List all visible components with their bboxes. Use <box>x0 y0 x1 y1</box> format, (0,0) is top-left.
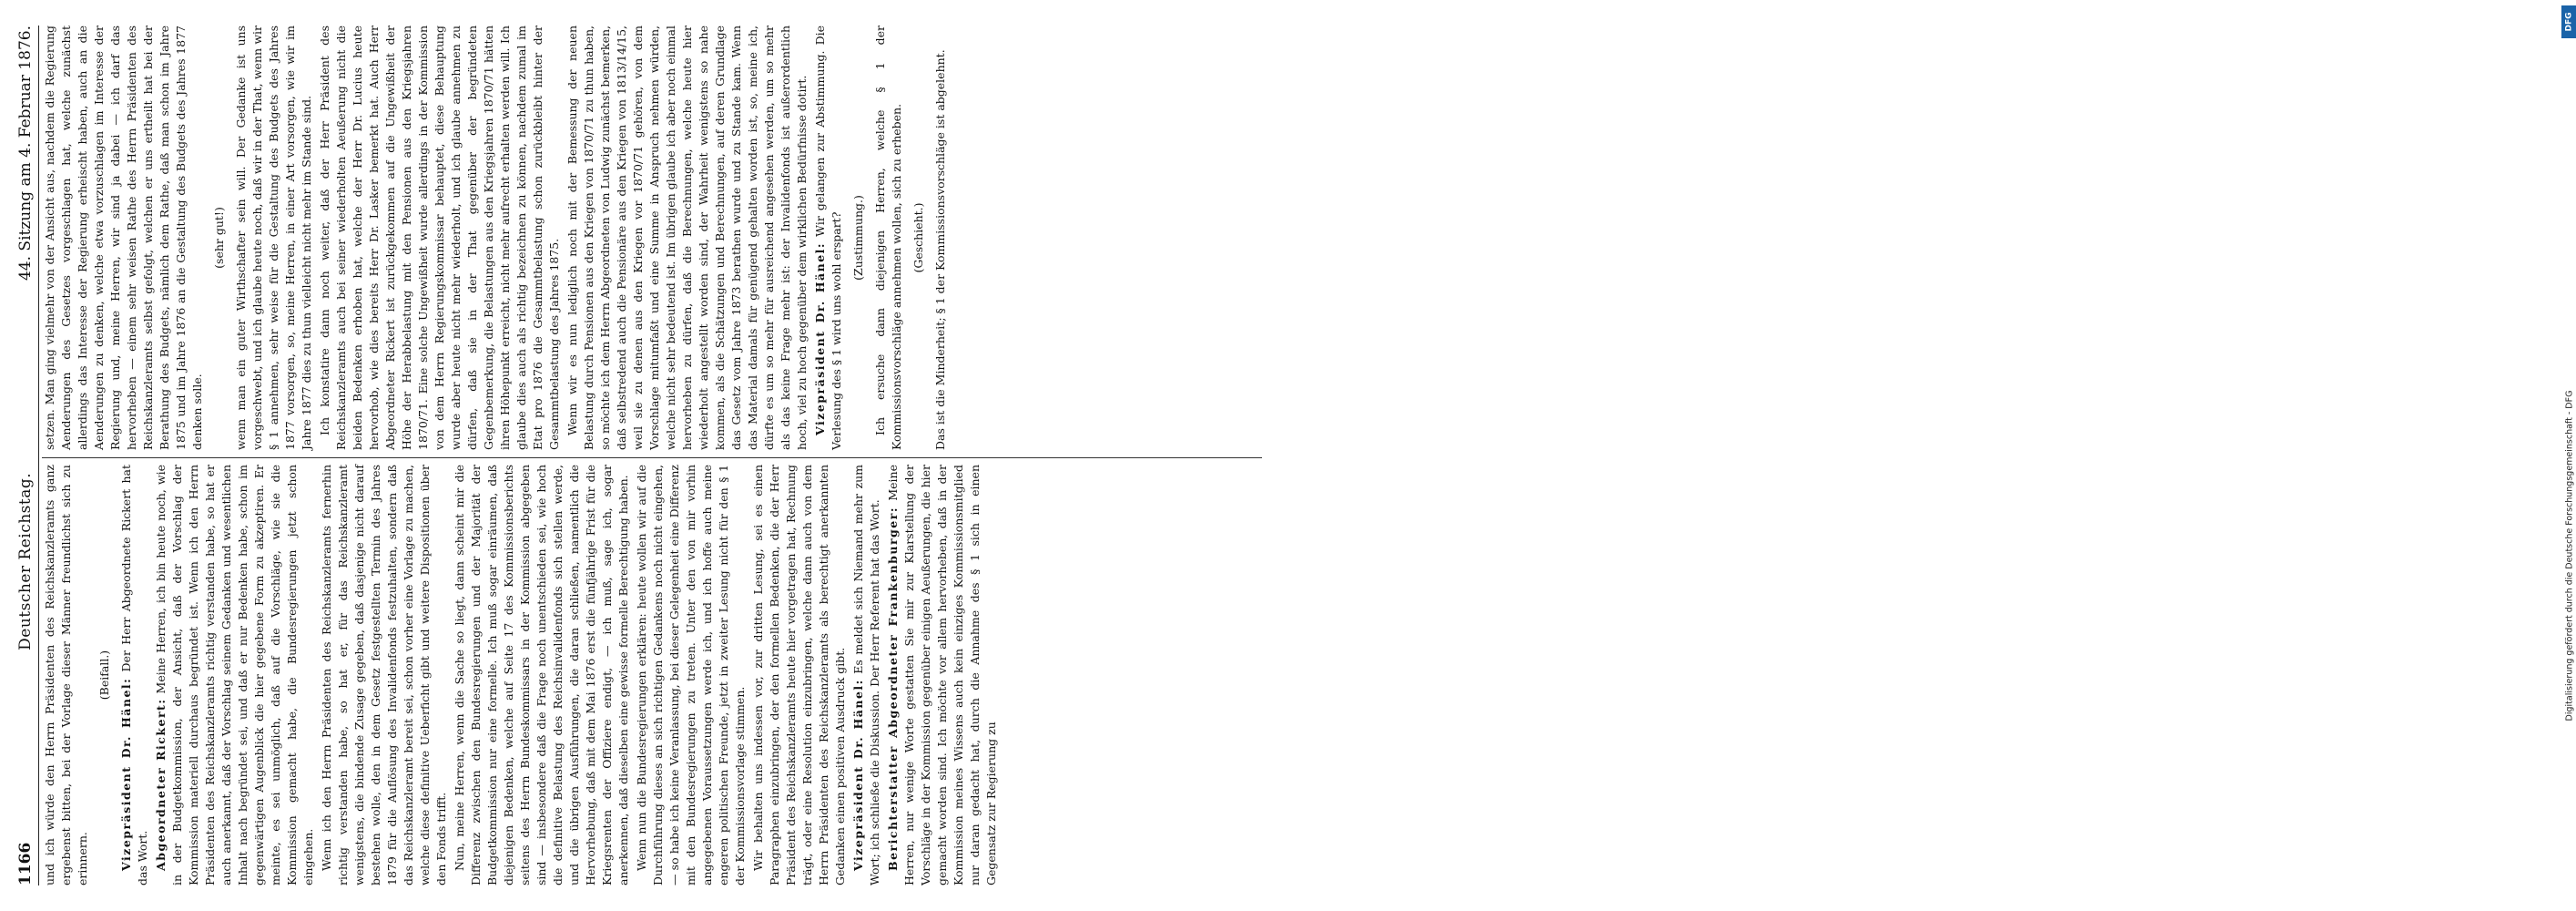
paragraph <box>233 26 315 450</box>
paragraph <box>118 465 151 885</box>
paragraph-text: Ich ersuche dann diejenigen Herren, welche § 1 der Kommissionsvorschläge annehmen wollen, sich zu erheben. <box>873 26 903 450</box>
stage-direction: (Beifall.) <box>97 650 111 701</box>
paragraph-text: Nun, meine Herren, wenn die Sache so liegt, dann scheint mir die Differenz zwischen den Bundesregierungen und der Majorität der Budgetkommission nur eine formelle. Ich muß sogar einräumen, daß diejenigen Bedenken, welche auf Seite 17 des Kommissionsberichts seitens des Herrn Bundeskommissars in der Kommission abgegeben sind — insbesondere daß die Frage noch unentschieden sei, wie hoch die definitive Belastung des Reichsinvalidenfonds sich stellen werde, und die übrigen Ausführungen, die daran schließen, namentlich die Hervorhebung, daß mit dem Mai 1876 erst die fünfjährige Frist für die Kriegsrenten der Offiziere endigt, — ich muß, sage ich, sogar anerkennen, daß dieselben eine gewisse formelle Berechtigung haben. <box>453 465 630 885</box>
paragraph-text: setzen. Man ging vielmehr von der Ansicht aus, nachdem die Regierung Aenderungen des Gesetzes vorgeschlagen hat, welche zunächst allerdings das Interesse der Regierung erheischt haben, auch an die Aenderungen zu denken, welche etwa vorzuschlagen im Interesse der Regierung und, meine Herren, wir sind ja dabei — ich darf das hervorheben — einem sehr weisen Rathe des Herrn Präsidenten des Reichskanzleramts selbst gefolgt, welchen er uns ertheilt hat bei der Berathung des Budgets, nämlich dem Rathe, daß man schon im Jahre 1875 und im Jahre 1876 an die Gestaltung des Budgets des Jahres 1877 denken solle. <box>43 26 204 450</box>
paragraph-text: Das ist die Minderheit; § 1 der Kommissionsvorschläge ist abgelehnt. <box>933 49 947 450</box>
paragraph-text: Meine Herren, nur wenige Worte gestatten Sie mir zur Klarstellung der Vorschläge in der Kommission gegenüber einigen Aeußerungen, die hier gemacht worden sind. Ich möchte vor allem hervorheben, daß in der Kommission meines Wissens auch kein einziges Kommissionsmitglied nur daran gedacht hat, durch die Annahme des § 1 sich in einen Gegensatz zur Regierung zu <box>886 465 998 885</box>
paragraph <box>885 465 1000 885</box>
paragraph-text: Wenn nun die Bundesregierungen erklären: heute wollen wir auf die Durchführung dieses an sich richtigen Gedankens noch nicht eingehen, — so habe ich keine Veranlassung, bei dieser Gelegenheit eine Differenz mit den Bundesregierungen zu treten. Unter den von mir vorhin angegebenen Voraussetzungen werde ich, und ich hoffe auch meine engeren politischen Freunde, jetzt in zweiter Lesung nicht für den § 1 der Kommissionsvorlage stimmen. <box>635 465 747 885</box>
paragraph <box>812 26 845 450</box>
paragraph <box>319 465 450 885</box>
speaker-name: Vizepräsident Dr. Hänel: <box>119 677 133 871</box>
stage-direction: (sehr gut!) <box>212 207 226 269</box>
session-date: 44. Sitzung am 4. Februar 1876. <box>16 26 35 281</box>
speaker-name: Vizepräsident Dr. Hänel: <box>851 679 865 871</box>
stage-direction: (Zustimmung.) <box>851 195 865 281</box>
speaker-name: Abgeordneter Rickert: <box>154 698 168 871</box>
paragraph <box>565 26 810 450</box>
paragraph <box>153 465 317 885</box>
digitization-strip <box>1275 0 2575 911</box>
page-header <box>13 26 39 885</box>
stage-direction: (Geschieht.) <box>911 202 925 273</box>
speaker-name: Berichterstatter Abgeordneter Frankenburger: <box>886 507 900 871</box>
paragraph <box>750 465 849 885</box>
paragraph-text: Wenn ich den Herrn Präsidenten des Reichskanzleramts fernerhin richtig verstanden habe, so hat er, für das Reichskanzleramt wenigstens, die bindende Zusage gegeben, daß dasjenige nicht darauf bestehen wolle, den in dem Gesetz festgestellten Termin des Jahres 1879 für die Auflösung des Invalidenfonds festzuhalten, sondern daß das Reichskanzleramt bereit sei, schon vorher eine Vorlage zu machen, welche diese definitive Ueberficht gibt und weitere Dispositionen über den Fonds trifft. <box>320 465 448 885</box>
paragraph-text: wenn man ein guter Wirthschafter sein will. Der Gedanke ist uns vorgeschwebt, und ich glaube heute noch, daß wir in der That, wenn wir § 1 annehmen, sehr weise für die Gestaltung des Budgets des Jahres 1877 vorsorgen, so, meine Herren, in einer Art vorsorgen, wie wir im Jahre 1877 dies zu thun vielleicht nicht mehr im Stande sind. <box>234 26 313 450</box>
column-divider <box>42 457 1262 458</box>
paragraph <box>850 465 883 885</box>
paragraph <box>317 26 563 450</box>
dfg-logo: DFG <box>2561 5 2576 38</box>
paragraph <box>872 26 905 450</box>
right-text-column <box>42 26 1262 450</box>
paragraph-text: Wenn wir es nun lediglich noch mit der Bemessung der neuen Belastung durch Pensionen aus den Kriegen von 1870/71 zu thun haben, so möchte ich dem Herrn Abgeordneten von Ludwig zunächst bemerken, daß selbstredend auch die Pensionäre aus den Kriegen von 1813/14/15, weil sie zu denen aus den Kriegen vor 1870/71 gehören, von dem Vorschlage mitumfaßt und eine Summe in Anspruch nehmen würden, welche nicht sehr bedeutend ist. Im übrigen glaube ich aber noch einmal hervorheben zu dürfen, daß die Berechnungen, welche heute hier wiederholt angestellt worden sind, der Wahrheit wenigstens so nahe kommen, als die Schätzungen und Berechnungen, auf deren Grundlage das Gesetz vom Jahre 1873 berathen wurde und zu Stande kam. Wenn das Material damals für genügend gehalten worden ist, so, meine ich, dürfte es um so mehr für ausreichend angesehen werden, um so mehr als das keine Frage mehr ist: der Invalidenfonds ist außerordentlich hoch, viel zu hoch gegenüber dem wirklichen Bedürfnisse dotirt. <box>565 26 809 450</box>
paragraph-text: Ich konstatire dann noch weiter, daß der Herr Präsident des Reichskanzleramts auch bei seiner wiederholten Aeußerung nicht die beiden Bedenken erhoben hat, welche der Herr Dr. Lucius heute hervorhob, wie dies bereits Herr Dr. Lasker bemerkt hat. Auch Herr Abgeordneter Rickert ist zurückgekommen auf die Ungewißheit der Höhe der Herabbelastung mit den Pensionen aus den Kriegsjahren 1870/71. Eine solche Ungewißheit wurde allerdings in der Kommission von dem Herrn Regierungskommissar behauptet, diese Behauptung wurde aber heute nicht mehr wiederholt, und ich glaube annehmen zu dürfen, daß sie in der That gegenüber der begründeten Gegenbemerkung, die Belastungen aus den Kriegsjahren 1870/71 hätten ihren Höhepunkt erreicht, nicht mehr aufrecht erhalten werden will. Ich glaube dies auch als richtig bezeichnen zu können, nachdem zumal im Etat pro 1876 die Gesammtbelastung schon zurückbleibt hinter der Gesammtbelastung des Jahres 1875. <box>318 26 561 450</box>
paragraph <box>452 465 632 885</box>
page-number: 1166 <box>16 842 35 885</box>
digitization-note: Digitalisierung gefördert durch die Deutsche Forschungsgemeinschaft - DFG <box>2564 390 2575 722</box>
paragraph <box>42 26 206 450</box>
paragraph-text: Wir gelangen zur Abstimmung. Die Verlesung des § 1 wird uns wohl erspart? <box>813 26 843 450</box>
rotated-document-page <box>0 0 1275 911</box>
publication-title: Deutscher Reichstag. <box>16 472 35 650</box>
paragraph-text: und ich würde den Herrn Präsidenten des Reichskanzleramts ganz ergebenst bitten, bei der Vorlage dieser Männer freundlichst sich zu erinnern. <box>43 465 89 885</box>
paragraph <box>634 465 748 885</box>
paragraph-text: Der Herr Abgeordnete Rickert hat das Wort. <box>119 465 149 885</box>
paragraph <box>42 465 91 885</box>
paragraph-text: Wir behalten uns indessen vor, zur dritten Lesung, sei es einen Paragraphen einzubringen, der den formellen Bedenken, die der Herr Präsident des Reichskanzleramts heute hier vorgetragen hat, Rechnung trägt, oder eine Resolution einzubringen, welche dann auch von dem Herrn Präsidenten des Reichskanzleramts als berechtigt anerkannten Gedanken einen positiven Ausdruck gibt. <box>751 465 847 885</box>
speaker-name: Vizepräsident Dr. Hänel: <box>813 241 827 435</box>
paragraph-text: Es meldet sich Niemand mehr zum Wort; ich schließe die Diskussion. Der Herr Referent hat das Wort. <box>851 465 881 885</box>
paragraph-text: Meine Herren, ich bin heute noch, wie in der Budgetkommission, der Ansicht, daß der Vorschlag der Kommission materiell durchaus begründet ist. Wenn ich den Herrn Präsidenten des Reichskanzleramts richtig verstanden habe, so hat er auch anerkannt, daß der Vorschlag seinem Gedanken und wesentlichen Inhalt nach begründet sei, und daß er nur Bedenken habe, schon im gegenwärtigen Augenblick die hier gegebene Form zu akzeptiren. Er meinte, es sei unmöglich, daß auf die Vorschläge, wie sie die Kommission gemacht habe, die Bundesregierungen jetzt schon eingehen. <box>154 465 315 885</box>
left-text-column <box>42 465 1262 885</box>
paragraph <box>932 26 949 450</box>
